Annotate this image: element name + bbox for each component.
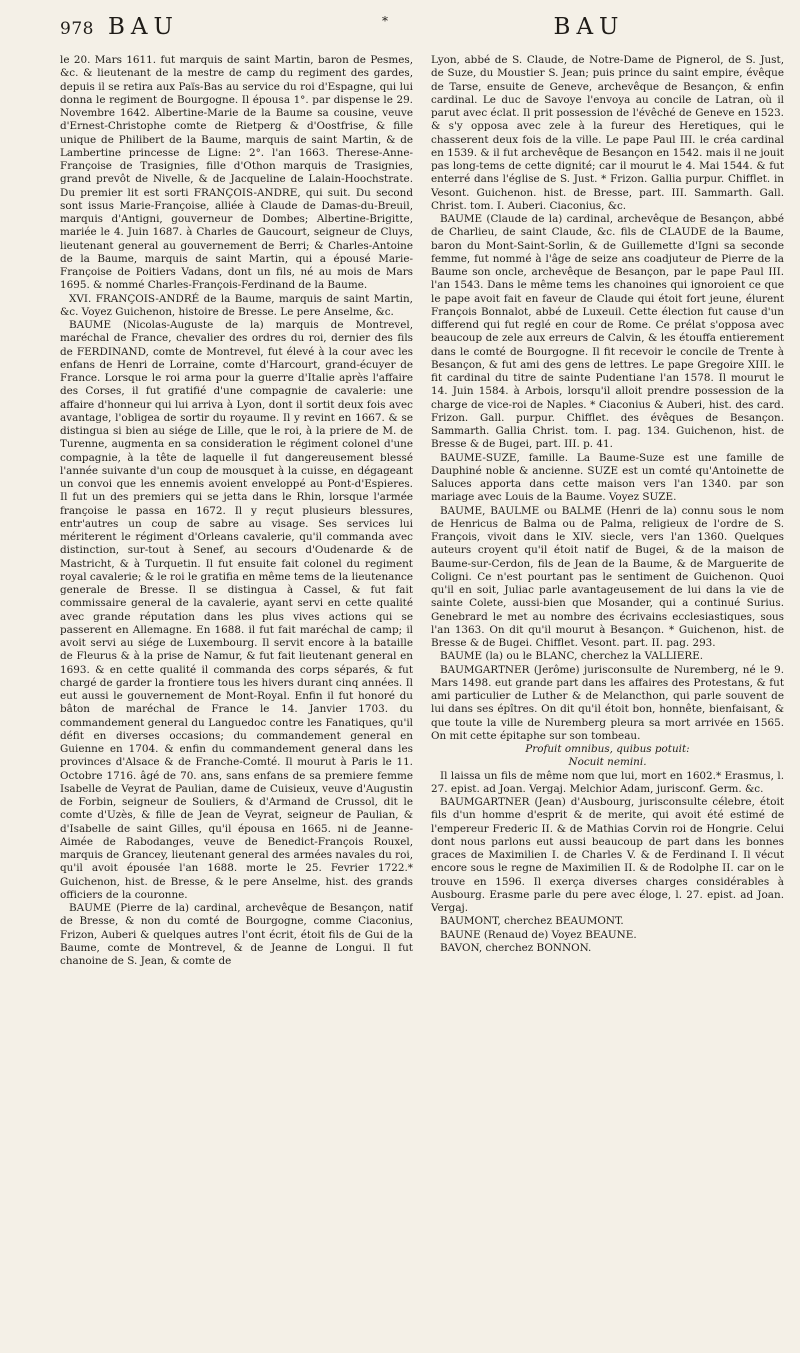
entry-continuation: le 20. Mars 1611. fut marquis de saint Martin, baron de Pesmes, &c. & lieutenant de la mestre de camp du regiment des gardes, depuis il se retira aux Païs-Bas au service du roi d'Espagne, qui lui donna le regiment de Bourgogne. Il épousa 1°. par dispense le 29. Novembre 1642. Albertine-Marie de la Baume sa cousine, veuve d'Ernest-Christophe comte de Rietperg & d'Oostfrise, & fille unique de Philibert de la Baume, marquis de saint Martin, & de Lambertine princesse de Ligne: 2°. l'an 1663. Therese-Anne-Françoise de Trasignies, fille d'Othon marquis de Trasignies, grand prevôt de Nivelle, & de Jacqueline de Lalain-Hoochstrate. Du premier lit est sorti FRANÇOIS-ANDRE, qui suit. Du second sont issus Marie-Françoise, alliée à Claude de Damas-du-Breuil, marquis d'Antigni, gouverneur de Dombes; Albertine-Brigitte, mariée le 4. Juin 1687. à Charles de Gaucourt, seigneur de Cluys, lieutenant general au gouvernement de Berri; & Charles-Antoine de la Baume, marquis de saint Martin, qui a épousé Marie-Françoise de Poitiers Vadans, dont un fils, né au mois de Mars 1695. & nommé Charles-François-Ferdinand de la Baume. (60, 54, 413, 292)
running-head-right: BAU (553, 14, 625, 40)
entry-baumont: BAUMONT, cherchez BEAUMONT. (440, 915, 624, 928)
left-column (60, 54, 413, 1346)
entry-baumgartner-jerome-son: Il laissa un fils de même nom que lui, mort en 1602.* Erasmus, l. 27. epist. ad Joan. Vergaj. Melchior Adam, jurisconf. Germ. &c. (431, 769, 784, 795)
right-column (431, 54, 784, 1346)
entry-francois-andre: XVI. FRANÇOIS-ANDRÉ de la Baume, marquis de saint Martin, &c. Voyez Guichenon, histoire de Bresse. Le pere Anselme, &c. (60, 292, 413, 318)
entry-baume-nicolas-auguste: BAUME (Nicolas-Auguste de la) marquis de Montrevel, maréchal de France, chevalier des ordres du roi, dernier des fils de FERDINAND, comte de Montrevel, fut élevé à la cour avec les enfans de Henri de Lorraine, comte d'Harcourt, grand-écuyer de France. Lorsque le roi arma pour la guerre d'Italie après l'affaire des Corses, il fut gratifié d'une compagnie de cavalerie: une affaire d'honneur qui lui arriva à Lyon, dont il sortit deux fois avec avantage, l'obligea de sortir du royaume. Il y revint en 1667. & se distingua si bien au siége de Lille, que le roi, à la priere de M. de Turenne, augmenta en sa consideration le régiment colonel d'une compagnie, à la tête de laquelle il fut dangereusement blessé l'année suivante d'un coup de mousquet à la cuisse, en dégageant un convoi que les ennemis avoient enveloppé au Pont-d'Espieres. Il fut un des premiers qui se jetta dans le Rhin, lorsque l'armée françoise le passa en 1672. Il y reçut plusieurs blessures, entr'autres un coup de sabre au visage. Ses services lui mériterent le régiment d'Orleans cavalerie, qu'il commanda avec distinction, sur-tout à Senef, au secours d'Oudenarde & de Mastricht, & à Turquetin. Il fut ensuite fait colonel du regiment royal cavalerie; & le roi le gratifia en même tems de la lieutenance generale de Bresse. Il se distingua à Cassel, & fut fait commissaire general de la cavalerie, ayant servi en cette qualité avec grande réputation dans les plus vives actions qui se passerent en Allemagne. En 1688. il fut fait maréchal de camp; il avoit servi au siége de Luxembourg. Il servit encore à la bataille de Fleurus & à la prise de Namur, & fut fait lieutenant general en 1693. & en cette qualité il commanda des corps séparés, & fut chargé de garder la frontiere tous les hivers durant cinq années. Il eut aussi le gouvernement de Mont-Royal. Enfin il fut honoré du bâton de maréchal de France le 14. Janvier 1703. du commandement general du Languedoc contre les Fanatiques, qu'il défit en diverses occasions; du commandement general en Guienne en 1704. & enfin du commandement general dans les provinces d'Alsace & de Franche-Comté. Il mourut à Paris le 11. Octobre 1716. âgé de 70. ans, sans enfans de sa premiere femme Isabelle de Veyrat de Paulian, dame de Cuisieux, veuve d'Augustin de Forbin, seigneur de Souliers, & d'Armand de Crussol, dit le comte d'Uzès, & fille de Jean de Veyrat, seigneur de Paulian, & d'Isabelle de saint Gilles, qu'il épousa en 1665. ni de Jeanne-Aimée de Rabodanges, veuve de Benedict-François Rouxel, marquis de Grancey, lieutenant general des armées navales du roi, qu'il avoit épousée l'an 1688. morte le 25. Fevrier 1722.* Guichenon, hist. de Bresse, & le pere Anselme, hist. des grands officiers de la couronne. (60, 319, 413, 901)
entry-baume-pierre: BAUME (Pierre de la) cardinal, archevêque de Besançon, natif de Bresse, & non du comté de Bourgogne, comme Ciaconius, Frizon, Auberi & quelques autres l'ont écrit, étoit fils de Gui de la Baume, comte de Montrevel, & de Jeanne de Longui. Il fut chanoine de S. Jean, & comte de (60, 902, 413, 967)
epitaph-line-2: Nocuit nemini. (568, 756, 647, 769)
page-number: 978 (60, 19, 94, 39)
entry-baumgartner-jerome: BAUMGARTNER (Jerôme) jurisconsulte de Nuremberg, né le 9. Mars 1498. eut grande part dans les affaires des Protestans, & fut ami particulier de Luther & de Melancthon, qui parle souvent de lui dans ses épîtres. On dit qu'il étoit bon, honnête, bienfaisant, & que toute la ville de Nuremberg pleura sa mort arrivée en 1565. On mit cette épitaphe sur son tombeau. (431, 663, 784, 742)
entry-baume-le-blanc: BAUME (la) ou le BLANC, cherchez la VALLIERE. (440, 650, 704, 663)
entry-baune: BAUNE (Renaud de) Voyez BEAUNE. (440, 928, 637, 941)
running-head-left: BAU (107, 14, 179, 40)
entry-bavon: BAVON, cherchez BONNON. (440, 941, 592, 954)
epitaph-line-1: Profuit omnibus, quibus potuit: (525, 743, 690, 755)
entry-baume-claude: BAUME (Claude de la) cardinal, archevêque de Besançon, abbé de Charlieu, de saint Claude, &c. fils de CLAUDE de la Baume, baron du Mont-Saint-Sorlin, & de Guillemette d'Igni sa seconde femme, fut nommé à l'âge de seize ans coadjuteur de Pierre de la Baume son oncle, archevêque de Besançon, par le pape Paul III. l'an 1543. Dans le même tems les chanoines qui ignoroient ce que le pape avoit fait en faveur de Claude qui étoit fort jeune, élurent François Bonnalot, abbé de Luxeuil. Cette élection fut cause d'un differend qui fut reglé en cour de Rome. Ce prélat s'opposa avec beaucoup de zele aux erreurs de Calvin, & les étouffa entierement dans le comté de Bourgogne. Il fit recevoir le concile de Trente à Besançon, & fut ami des gens de lettres. Le pape Gregoire XIII. le fit cardinal du titre de sainte Pudentiane l'an 1578. Il mourut le 14. Juin 1584. à Arbois, lorsqu'il alloit prendre possession de la charge de vice-roi de Naples. * Ciaconius & Auberi, hist. des card. Frizon. Gall. purpur. Chifflet. des évêques de Besançon. Sammarth. Gallia Christ. tom. I. pag. 134. Guichenon, hist. de Bresse & de Bugei, part. III. p. 41. (431, 213, 784, 451)
entry-baumgartner-jean: BAUMGARTNER (Jean) d'Ausbourg, jurisconsulte célebre, étoit fils d'un homme d'esprit & de merite, qui avoit été estimé de l'empereur Frederic II. & de Mathias Corvin roi de Hongrie. Celui dont nous parlons eut aussi beaucoup de part dans les bonnes graces de Maximilien I. de Charles V. & de Ferdinand I. Il vécut encore sous le regne de Maximilien II. & de Rodolphe II. car on le trouve en 1596. Il exerça diverses charges considérables à Ausbourg. Erasme parle du pere avec éloge, l. 27. epist. ad Joan. Vergaj. (431, 796, 784, 914)
entry-baume-pierre-continued: Lyon, abbé de S. Claude, de Notre-Dame de Pignerol, de S. Just, de Suze, du Moustier S. Jean; puis prince du saint empire, évêque de Tarse, ensuite de Geneve, archevêque de Besançon, & enfin cardinal. Le duc de Savoye l'envoya au concile de Latran, où il parut avec éclat. Il prit possession de l'évêché de Geneve en 1523. & s'y opposa avec zele à la fureur des Heretiques, qui le chasserent deux fois de la ville. Le pape Paul III. le créa cardinal en 1539. & il fut archevêque de Besançon en 1542. mais il ne jouit pas long-tems de cette dignité; car il mourut le 4. Mai 1544. & fut enterré dans l'église de S. Just. * Frizon. Gallia purpur. Chifflet. in Vesont. Guichenon. hist. de Bresse, part. III. Sammarth. Gall. Christ. tom. I. Auberi. Ciaconius, &c. (431, 54, 784, 212)
entry-baume-suze: BAUME-SUZE, famille. La Baume-Suze est une famille de Dauphiné noble & ancienne. SUZE est un comté qu'Antoinette de Saluces apporta dans cette maison vers l'an 1340. par son mariage avec Louis de la Baume. Voyez SUZE. (431, 451, 784, 504)
running-header (60, 14, 784, 54)
margin-mark: * (382, 14, 388, 28)
entry-baume-henri: BAUME, BAULME ou BALME (Henri de la) connu sous le nom de Henricus de Balma ou de Palma, religieux de l'ordre de S. François, vivoit dans le XIV. siecle, vers l'an 1360. Quelques auteurs croyent qu'il étoit natif de Bugei, & de la maison de Baume-sur-Cerdon, fils de Jean de la Baume, & de Marguerite de Coligni. Ce n'est pourtant pas le sentiment de Guichenon. Quoi qu'il en soit, Juliac parle avantageusement de lui dans la vie de sainte Colete, aussi-bien que Mosander, qui a continué Surius. Genebrard le met au nombre des écrivains ecclesiastiques, sous l'an 1363. On dit qu'il mourut à Besançon. * Guichenon, hist. de Bresse & de Bugei. Chifflet. Vesont. part. II. pag. 293. (431, 504, 784, 649)
